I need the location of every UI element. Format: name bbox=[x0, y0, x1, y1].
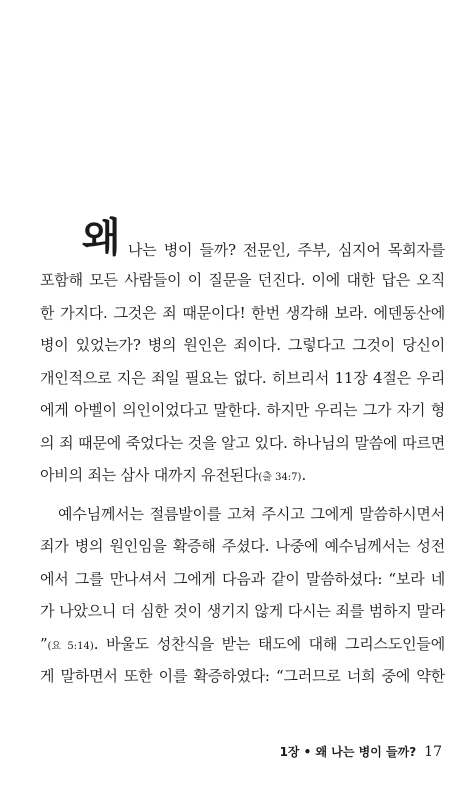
text-line: 게 말하면서 또한 이를 확증하였다: “그러므로 너희 중에 약한 bbox=[40, 667, 445, 685]
text-line: 에서 그를 만나셔서 그에게 다음과 같이 말씀하셨다: “보라 네 bbox=[40, 569, 445, 588]
drop-cap: 왜 bbox=[82, 214, 121, 261]
text-line bbox=[40, 459, 445, 492]
text-fragment: . 바울도 성찬식을 받는 태도에 대해 그리스도인들에 bbox=[93, 634, 445, 653]
text-line: 병이 있었는가? 병의 원인은 죄이다. 그렇다고 그것이 당신이 bbox=[40, 336, 445, 354]
page-number: 17 bbox=[424, 744, 442, 760]
bible-citation: (출 34:7) bbox=[258, 472, 302, 483]
text-fragment: ” bbox=[40, 634, 48, 653]
text-line: 예수님께서는 절름발이를 고쳐 주시고 그에게 말씀하시면서 bbox=[58, 504, 445, 523]
text-fragment: 아비의 죄는 삼사 대까지 유전된다 bbox=[40, 466, 259, 484]
text-line: 포함해 모든 사람들이 이 질문을 던진다. 이에 대한 답은 오직 bbox=[40, 271, 445, 289]
text-fragment: . bbox=[301, 466, 307, 484]
text-line: 죄가 병의 원인임을 확증해 주셨다. 나중에 예수님께서는 성전 bbox=[40, 537, 445, 555]
body-text bbox=[40, 216, 445, 693]
paragraph-1 bbox=[40, 216, 445, 492]
chapter-running-head: 1장 • 왜 나는 병이 들까? bbox=[279, 745, 417, 759]
text-line: 개인적으로 지은 죄일 필요는 없다. 히브리서 11장 4절은 우리 bbox=[40, 368, 445, 387]
paragraph-2 bbox=[40, 498, 445, 693]
text-line: 한 가지다. 그것은 죄 때문이다! 한번 생각해 보라. 에덴동산에 bbox=[40, 303, 445, 322]
bible-citation: (요 5:14) bbox=[47, 640, 94, 652]
first-line bbox=[40, 216, 445, 264]
text-line: 가 나았으니 더 심한 것이 생기지 않게 다시는 죄를 범하지 말라 bbox=[40, 602, 445, 620]
text-line: 나는 병이 들까? 전문인, 주부, 심지어 목회자를 bbox=[128, 241, 445, 259]
text-line: 에게 아벨이 의인이었다고 말한다. 하지만 우리는 그가 자기 형 bbox=[40, 401, 445, 419]
text-line bbox=[40, 628, 445, 661]
page-footer bbox=[280, 744, 442, 760]
text-line: 의 죄 때문에 죽었다는 것을 알고 있다. 하나님의 말씀에 따르면 bbox=[40, 433, 445, 452]
